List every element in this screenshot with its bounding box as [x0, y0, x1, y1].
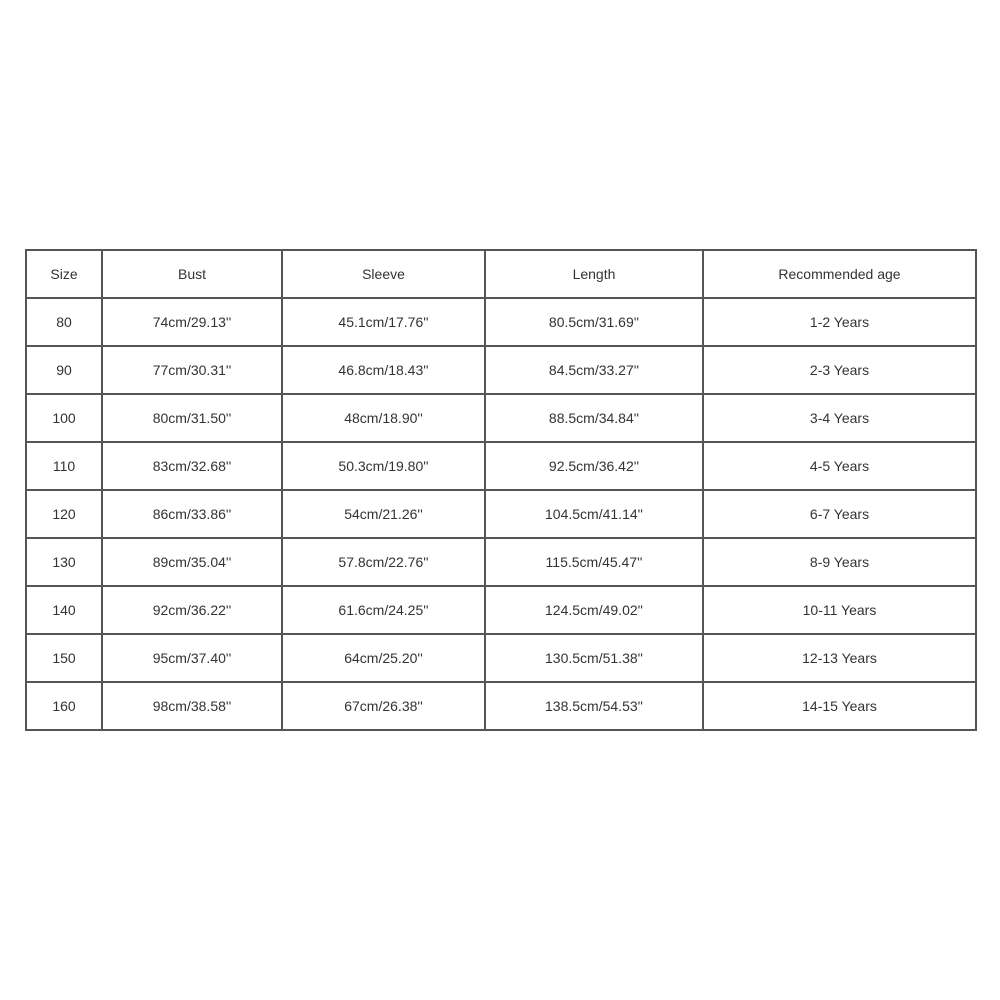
cell-recommended-age: 6-7 Years [703, 490, 976, 538]
cell-bust: 80cm/31.50'' [102, 394, 282, 442]
table-header-row [26, 250, 976, 298]
cell-sleeve: 64cm/25.20'' [282, 634, 485, 682]
cell-sleeve: 45.1cm/17.76'' [282, 298, 485, 346]
cell-bust: 95cm/37.40'' [102, 634, 282, 682]
cell-bust: 83cm/32.68'' [102, 442, 282, 490]
cell-length: 84.5cm/33.27'' [485, 346, 703, 394]
table-row [26, 298, 976, 346]
table-row [26, 682, 976, 730]
table-row [26, 442, 976, 490]
table-row [26, 586, 976, 634]
cell-bust: 92cm/36.22'' [102, 586, 282, 634]
cell-sleeve: 67cm/26.38'' [282, 682, 485, 730]
cell-bust: 74cm/29.13'' [102, 298, 282, 346]
header-recommended-age: Recommended age [703, 250, 976, 298]
cell-sleeve: 57.8cm/22.76'' [282, 538, 485, 586]
header-length: Length [485, 250, 703, 298]
cell-recommended-age: 2-3 Years [703, 346, 976, 394]
cell-sleeve: 54cm/21.26'' [282, 490, 485, 538]
cell-recommended-age: 4-5 Years [703, 442, 976, 490]
cell-sleeve: 61.6cm/24.25'' [282, 586, 485, 634]
cell-sleeve: 50.3cm/19.80'' [282, 442, 485, 490]
table-row [26, 538, 976, 586]
cell-size: 110 [26, 442, 102, 490]
cell-length: 124.5cm/49.02'' [485, 586, 703, 634]
cell-sleeve: 48cm/18.90'' [282, 394, 485, 442]
cell-size: 90 [26, 346, 102, 394]
header-bust: Bust [102, 250, 282, 298]
cell-bust: 98cm/38.58'' [102, 682, 282, 730]
header-sleeve: Sleeve [282, 250, 485, 298]
cell-size: 140 [26, 586, 102, 634]
cell-recommended-age: 1-2 Years [703, 298, 976, 346]
cell-recommended-age: 8-9 Years [703, 538, 976, 586]
cell-length: 92.5cm/36.42'' [485, 442, 703, 490]
cell-recommended-age: 12-13 Years [703, 634, 976, 682]
cell-length: 115.5cm/45.47'' [485, 538, 703, 586]
cell-length: 104.5cm/41.14'' [485, 490, 703, 538]
cell-bust: 86cm/33.86'' [102, 490, 282, 538]
cell-size: 150 [26, 634, 102, 682]
table-row [26, 346, 976, 394]
table-row [26, 490, 976, 538]
cell-size: 100 [26, 394, 102, 442]
cell-length: 130.5cm/51.38'' [485, 634, 703, 682]
cell-recommended-age: 10-11 Years [703, 586, 976, 634]
size-chart-table [25, 249, 977, 731]
cell-bust: 77cm/30.31'' [102, 346, 282, 394]
cell-recommended-age: 3-4 Years [703, 394, 976, 442]
cell-length: 88.5cm/34.84'' [485, 394, 703, 442]
cell-sleeve: 46.8cm/18.43'' [282, 346, 485, 394]
table-row [26, 634, 976, 682]
cell-length: 138.5cm/54.53'' [485, 682, 703, 730]
cell-size: 160 [26, 682, 102, 730]
header-size: Size [26, 250, 102, 298]
cell-bust: 89cm/35.04'' [102, 538, 282, 586]
table-row [26, 394, 976, 442]
cell-size: 130 [26, 538, 102, 586]
cell-size: 80 [26, 298, 102, 346]
cell-size: 120 [26, 490, 102, 538]
cell-length: 80.5cm/31.69'' [485, 298, 703, 346]
cell-recommended-age: 14-15 Years [703, 682, 976, 730]
